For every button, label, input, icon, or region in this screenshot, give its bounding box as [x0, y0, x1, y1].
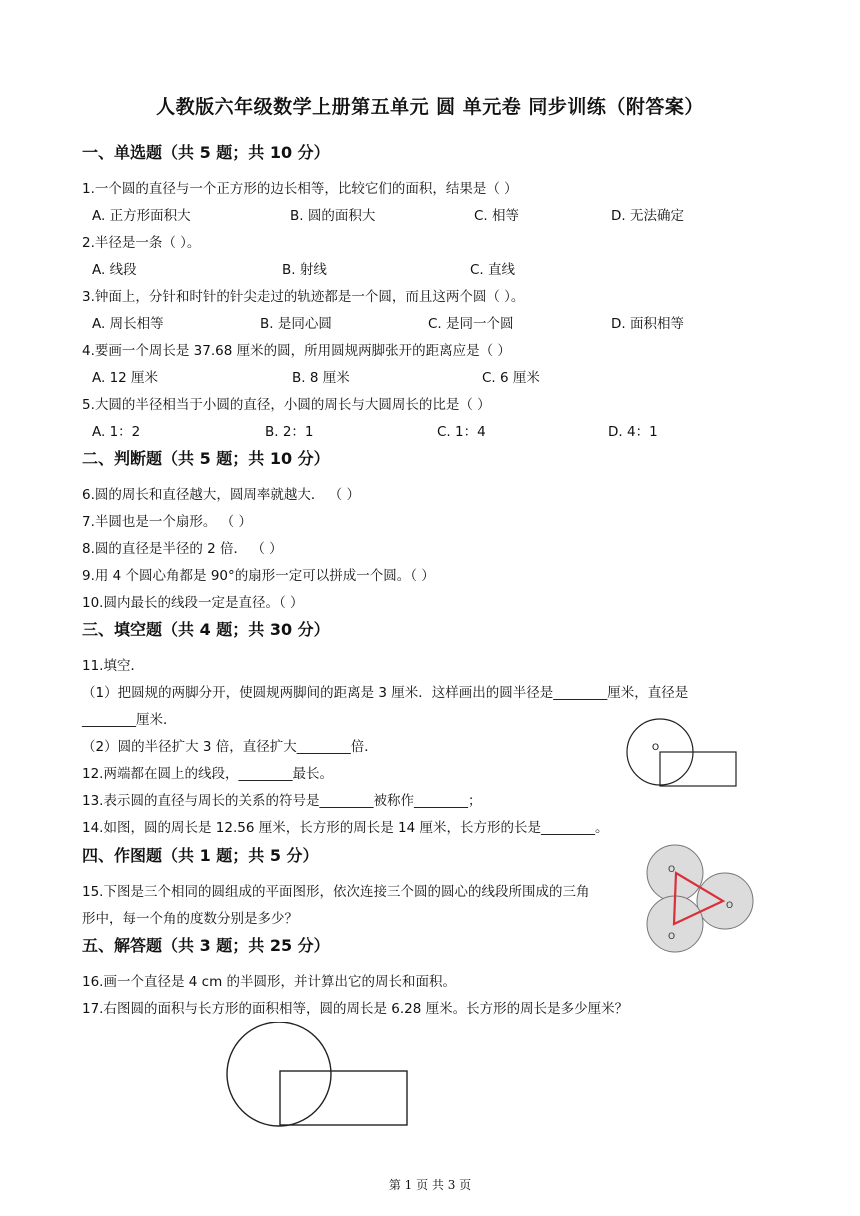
q5-option-b: B. 2：1	[265, 424, 314, 440]
q5-option-a: A. 1：2	[92, 424, 141, 440]
q3-option-b: B. 是同心圆	[260, 316, 332, 332]
section-heading-judgement: 二、判断题（共 5 题；共 10 分）	[82, 449, 330, 468]
q1-option-a: A. 正方形面积大	[92, 208, 191, 224]
q1-option-b: B. 圆的面积大	[290, 208, 376, 224]
svg-text:O: O	[726, 901, 734, 911]
question-15-line-2: 形中，每一个角的度数分别是多少？	[82, 911, 298, 927]
q2-option-c: C. 直线	[470, 262, 516, 278]
question-17: 17.右图圆的面积与长方形的面积相等，圆的周长是 6.28 厘米。长方形的周长是多少厘米？	[82, 1001, 629, 1017]
question-13: 13.表示圆的直径与周长的关系的符号是________被称作________；	[82, 793, 482, 809]
svg-text:O: O	[668, 932, 676, 942]
question-6: 6.圆的周长和直径越大，圆周率就越大． （ ）	[82, 487, 360, 503]
question-11-part-1: （1）把圆规的两脚分开，使圆规两脚间的距离是 3 厘米．这样画出的圆半径是________厘米，直径是	[82, 685, 689, 701]
question-9: 9.用 4 个圆心角都是 90°的扇形一定可以拼成一个圆。（ ）	[82, 568, 435, 584]
q3-option-a: A. 周长相等	[92, 316, 164, 332]
question-11-part-2: （2）圆的半径扩大 3 倍，直径扩大________倍．	[82, 739, 378, 755]
circle-center-label: O	[652, 743, 660, 753]
question-11-part-1-cont: ________厘米．	[82, 712, 177, 728]
page-title: 人教版六年级数学上册第五单元 圆 单元卷 同步训练（附答案）	[156, 96, 704, 118]
q3-option-d: D. 面积相等	[611, 316, 684, 332]
section-heading-drawing: 四、作图题（共 1 题；共 5 分）	[82, 846, 319, 865]
q5-option-c: C. 1：4	[437, 424, 486, 440]
svg-text:O: O	[668, 865, 676, 875]
q2-option-a: A. 线段	[92, 262, 137, 278]
question-7: 7.半圆也是一个扇形。 （ ）	[82, 514, 252, 530]
question-14: 14.如图，圆的周长是 12.56 厘米，长方形的周长是 14 厘米，长方形的长是________。	[82, 820, 609, 836]
circle-rectangle-figure-small	[622, 716, 742, 792]
q4-option-a: A. 12 厘米	[92, 370, 159, 386]
page-footer: 第 1 页 共 3 页	[388, 1178, 472, 1192]
q4-option-b: B. 8 厘米	[292, 370, 350, 386]
section-heading-solve: 五、解答题（共 3 题；共 25 分）	[82, 936, 330, 955]
q2-option-b: B. 射线	[282, 262, 327, 278]
question-16: 16.画一个直径是 4 cm 的半圆形，并计算出它的周长和面积。	[82, 974, 457, 990]
question-10: 10.圆内最长的线段一定是直径。（ ）	[82, 595, 304, 611]
question-15-line-1: 15.下图是三个相同的圆组成的平面图形，依次连接三个圆的圆心的线段所围成的三角	[82, 884, 590, 900]
question-4: 4.要画一个周长是 37.68 厘米的圆，所用圆规两脚张开的距离应是（ ）	[82, 343, 511, 359]
question-12: 12.两端都在圆上的线段，________最长。	[82, 766, 333, 782]
q5-option-d: D. 4：1	[608, 424, 658, 440]
q3-option-c: C. 是同一个圆	[428, 316, 514, 332]
q1-option-d: D. 无法确定	[611, 208, 684, 224]
question-3: 3.钟面上，分针和时针的针尖走过的轨迹都是一个圆，而且这两个圆（ ）。	[82, 289, 525, 305]
question-5: 5.大圆的半径相当于小圆的直径，小圆的周长与大圆周长的比是（ ）	[82, 397, 491, 413]
section-heading-single-choice: 一、单选题（共 5 题；共 10 分）	[82, 143, 330, 162]
three-circles-figure	[640, 842, 755, 954]
question-8: 8.圆的直径是半径的 2 倍． （ ）	[82, 541, 283, 557]
question-2: 2.半径是一条（ ）。	[82, 235, 201, 251]
q1-option-c: C. 相等	[474, 208, 520, 224]
question-11: 11.填空．	[82, 658, 144, 674]
q4-option-c: C. 6 厘米	[482, 370, 540, 386]
question-1: 1.一个圆的直径与一个正方形的边长相等，比较它们的面积，结果是（ ）	[82, 181, 518, 197]
circle-rectangle-figure-large	[220, 1022, 412, 1130]
section-heading-fill-in: 三、填空题（共 4 题；共 30 分）	[82, 620, 330, 639]
